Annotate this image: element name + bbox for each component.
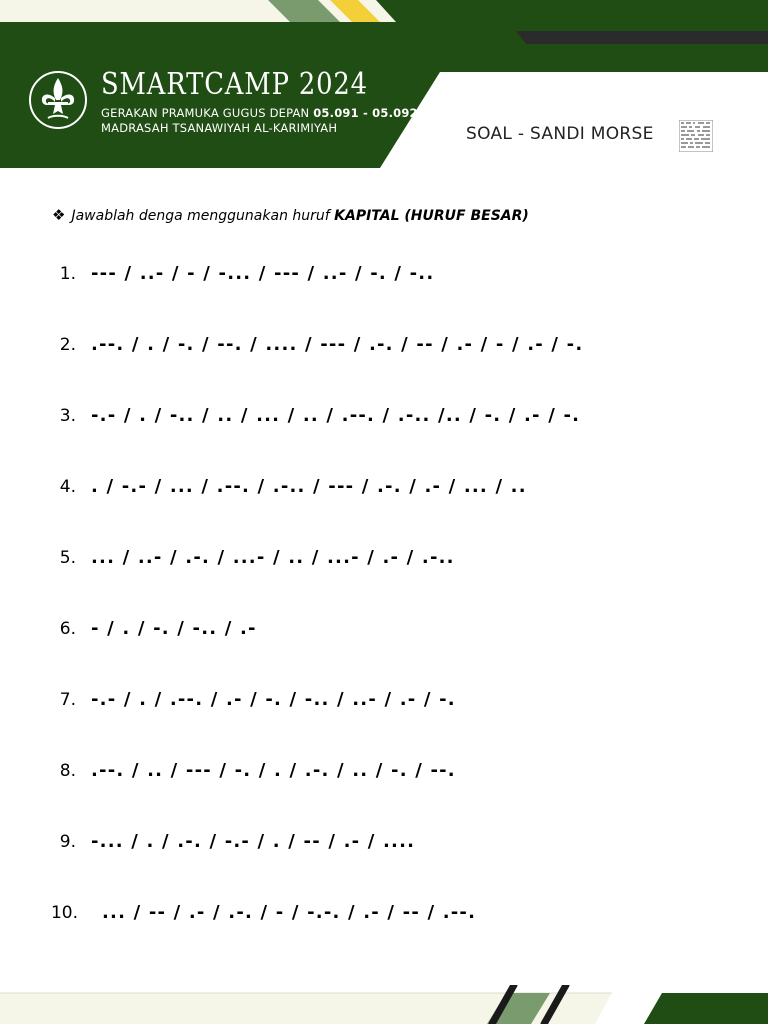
organization-subtitle: GERAKAN PRAMUKA GUGUS DEPAN 05.091 - 05.092 bbox=[101, 106, 418, 120]
question-number: 2. bbox=[59, 335, 76, 355]
morse-code: .--. / . / -. / --. / .... / --- / .-. / -- / .- / - / .- / -. bbox=[91, 334, 584, 355]
diamond-bullet-icon: ❖ bbox=[52, 206, 66, 224]
morse-code: -... / . / .-. / -.- / . / -- / .- / .... bbox=[91, 831, 416, 852]
event-title: SMARTCAMP 2024 bbox=[101, 67, 368, 102]
question-number: 10. bbox=[50, 903, 78, 923]
question-number: 3. bbox=[59, 406, 76, 426]
question-number: 1. bbox=[59, 264, 76, 284]
morse-code: - / . / -. / -.. / .- bbox=[91, 618, 257, 639]
instruction-text: ❖ Jawablah denga menggunakan huruf KAPITAL (HURUF BESAR) bbox=[52, 206, 529, 224]
morse-code: -.- / . / .--. / .- / -. / -.. / ..- / .- / -. bbox=[91, 689, 456, 710]
morse-code: . / -.- / ... / .--. / .-.. / --- / .-. / .- / ... / .. bbox=[91, 476, 527, 497]
question-number: 8. bbox=[59, 761, 76, 781]
morse-code: --- / ..- / - / -... / --- / ..- / -. / -.. bbox=[91, 263, 435, 284]
scout-fleur-de-lis-icon bbox=[28, 70, 88, 130]
document-label: SOAL - SANDI MORSE bbox=[466, 124, 654, 144]
question-number: 4. bbox=[59, 477, 76, 497]
morse-code: .--. / .. / --- / -. / . / .-. / .. / -. / --. bbox=[91, 760, 456, 781]
footer-banner bbox=[0, 985, 768, 1024]
question-number: 9. bbox=[59, 832, 76, 852]
question-number: 7. bbox=[59, 690, 76, 710]
qr-code-icon bbox=[679, 120, 713, 152]
morse-code: -.- / . / -.. / .. / ... / .. / .--. / .-.. /.. / -. / .- / -. bbox=[91, 405, 581, 426]
morse-code: ... / ..- / .-. / ...- / .. / ...- / .- / .-.. bbox=[91, 547, 455, 568]
morse-code: ... / -- / .- / .-. / - / -.-. / .- / -- / .--. bbox=[102, 902, 477, 923]
question-number: 6. bbox=[59, 619, 76, 639]
school-subtitle: MADRASAH TSANAWIYAH AL-KARIMIYAH bbox=[101, 121, 338, 135]
question-number: 5. bbox=[59, 548, 76, 568]
